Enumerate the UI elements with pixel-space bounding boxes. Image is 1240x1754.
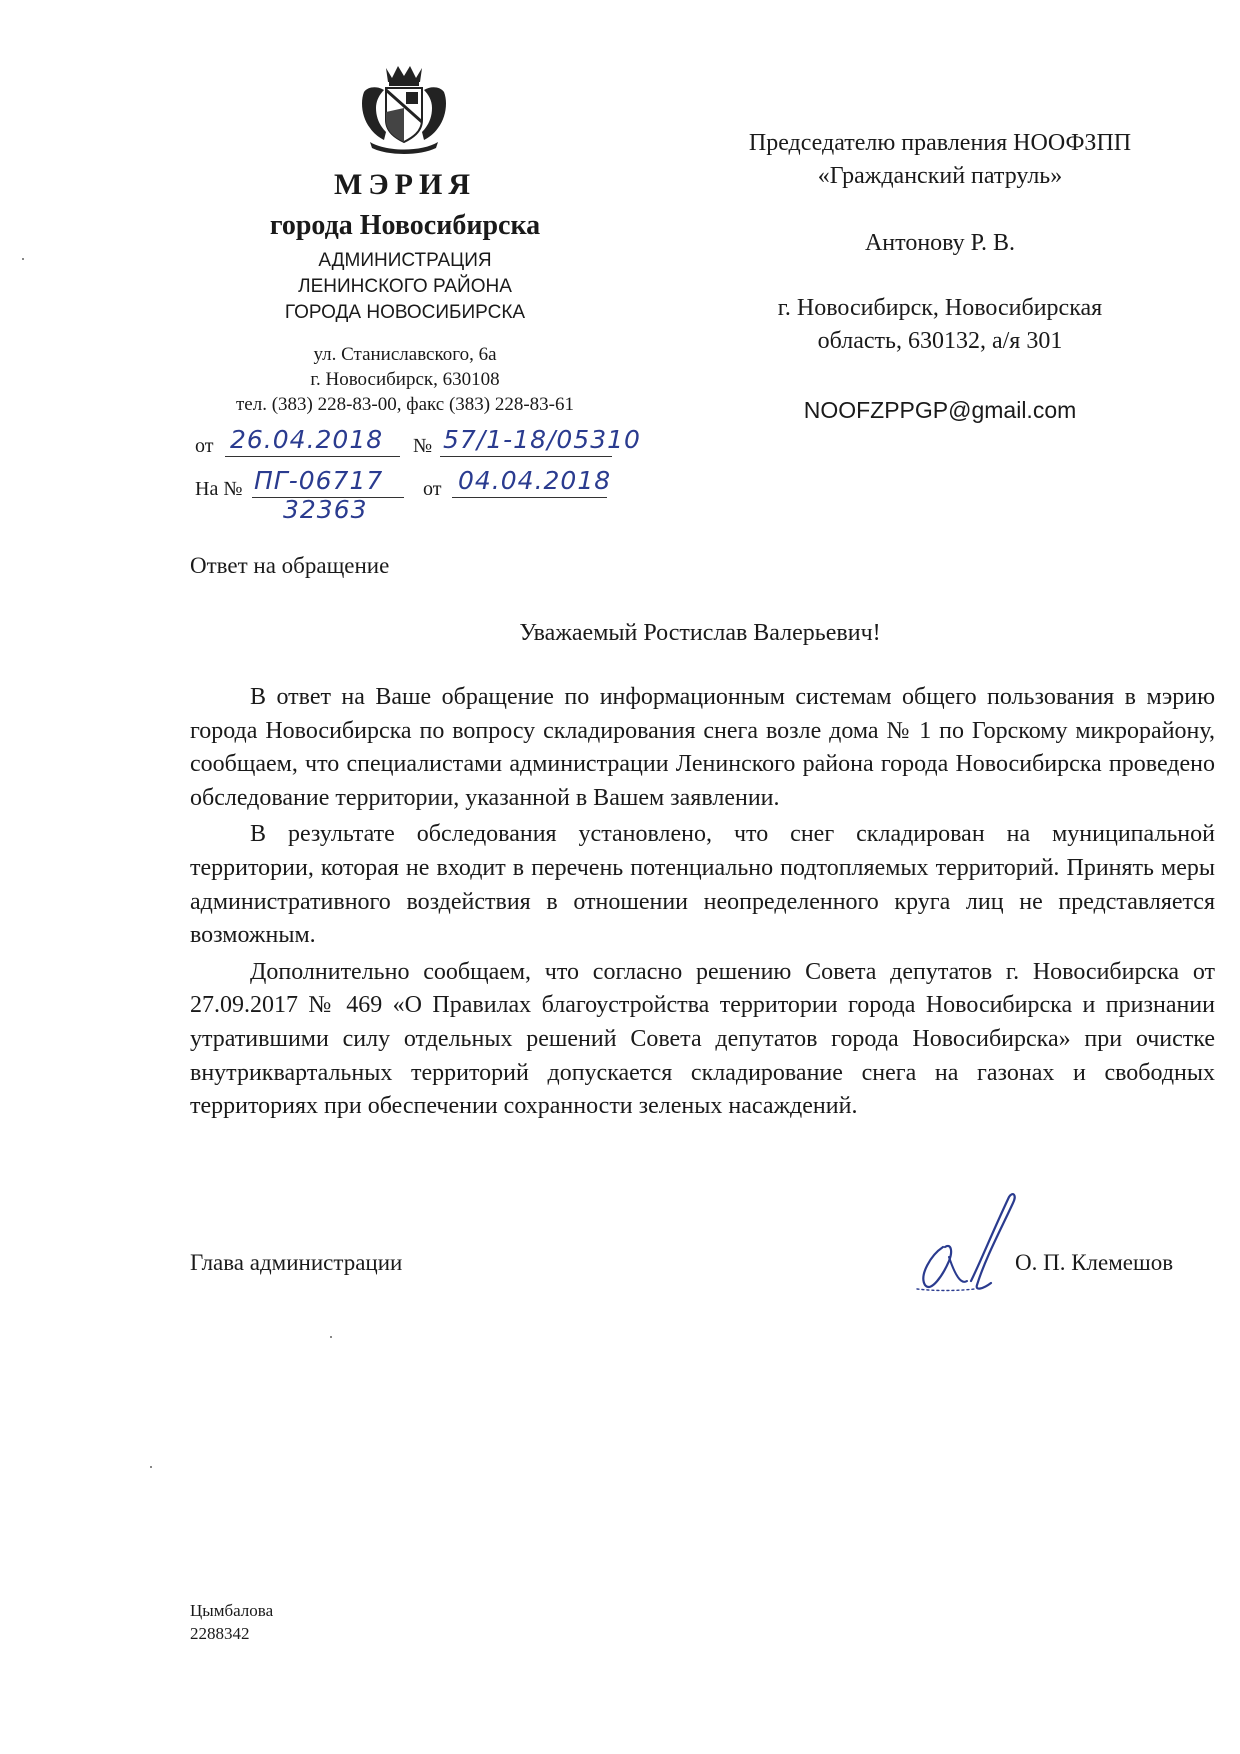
number-label: № xyxy=(413,435,433,457)
scan-speck xyxy=(150,1466,152,1468)
address-line: тел. (383) 228-83-00, факс (383) 228-83-61 xyxy=(235,394,575,415)
letter-greeting: Уважаемый Ростислав Валерьевич! xyxy=(519,620,881,646)
reply-date: 04.04.2018 xyxy=(458,466,612,495)
postal-line: г. Новосибирск, Новосибирская xyxy=(777,295,1103,321)
body-paragraph: Дополнительно сообщаем, что согласно решению Совета депутатов г. Новосибирска от 27.09.2017 № 469 «О Правилах благоустройства территории города Новосибирска и признании утратившими силу отдельных решений Совета депутатов города Новосибирска» при очистке внутриквартальных территорий допускается складирование снега на газонах и свободных территориях при обеспечении сохранности зеленых насаждений. xyxy=(190,958,1215,1120)
address-line: г. Новосибирск, 630108 xyxy=(310,369,500,390)
addressee-postal xyxy=(700,292,1180,358)
scan-speck xyxy=(22,258,24,260)
addressee-email: NOOFZPPGP@gmail.com xyxy=(803,397,1077,423)
addressee-name: Антонову Р. В. xyxy=(864,230,1016,256)
letterhead-administration xyxy=(175,248,635,326)
coat-of-arms-icon xyxy=(356,62,452,156)
letter-body xyxy=(190,681,1215,1127)
reply-to-label: На № xyxy=(195,478,243,500)
addressee-line: Председателю правления НООФЗПП xyxy=(748,130,1132,156)
number-underline xyxy=(440,456,612,457)
reply-date-underline xyxy=(452,497,607,498)
reply-to-number-secondary: 32363 xyxy=(283,495,368,524)
signatory-role: Глава администрации xyxy=(190,1250,403,1275)
executor-info xyxy=(190,1599,273,1645)
letterhead-title: МЭРИЯ xyxy=(334,168,476,201)
outgoing-number: 57/1-18/05310 xyxy=(443,425,641,454)
postal-line: область, 630132, а/я 301 xyxy=(817,328,1063,354)
addressee-line: «Гражданский патруль» xyxy=(817,163,1063,189)
scan-speck xyxy=(330,1336,332,1338)
address-line: ул. Станиславского, 6а xyxy=(313,344,497,365)
outgoing-date: 26.04.2018 xyxy=(230,425,384,454)
body-paragraph: В ответ на Ваше обращение по информационным системам общего пользования в мэрию города Новосибирска по вопросу складирования снега возле дома № 1 по Горскому микрорайону, сообщаем, что специалистами администрации Ленинского района города Новосибирска проведено обследование территории, указанной в Вашем заявлении. xyxy=(190,684,1215,811)
body-paragraph: В результате обследования установлено, что снег складирован на муниципальной территории, которая не входит в перечень потенциально подтопляемых территорий. Принять меры административного воздействия в отношении неопределенного круга лиц не представляется возможным. xyxy=(190,821,1215,949)
signatory-name: О. П. Клемешов xyxy=(1015,1250,1174,1275)
reply-to-number: ПГ-06717 xyxy=(254,466,384,495)
executor-phone: 2288342 xyxy=(190,1624,250,1643)
letterhead-address xyxy=(175,342,635,417)
admin-line: АДМИНИСТРАЦИЯ xyxy=(318,250,492,271)
admin-line: ЛЕНИНСКОГО РАЙОНА xyxy=(298,276,512,297)
from-label: от xyxy=(195,435,214,457)
executor-name: Цымбалова xyxy=(190,1601,274,1620)
date-underline xyxy=(225,456,400,457)
handwritten-signature-icon xyxy=(905,1185,1025,1300)
addressee-position xyxy=(700,127,1180,193)
letterhead-city: города Новосибирска xyxy=(269,210,541,241)
letter-subject: Ответ на обращение xyxy=(190,553,390,578)
reply-from-label: от xyxy=(423,478,442,500)
admin-line: ГОРОДА НОВОСИБИРСКА xyxy=(284,302,526,323)
